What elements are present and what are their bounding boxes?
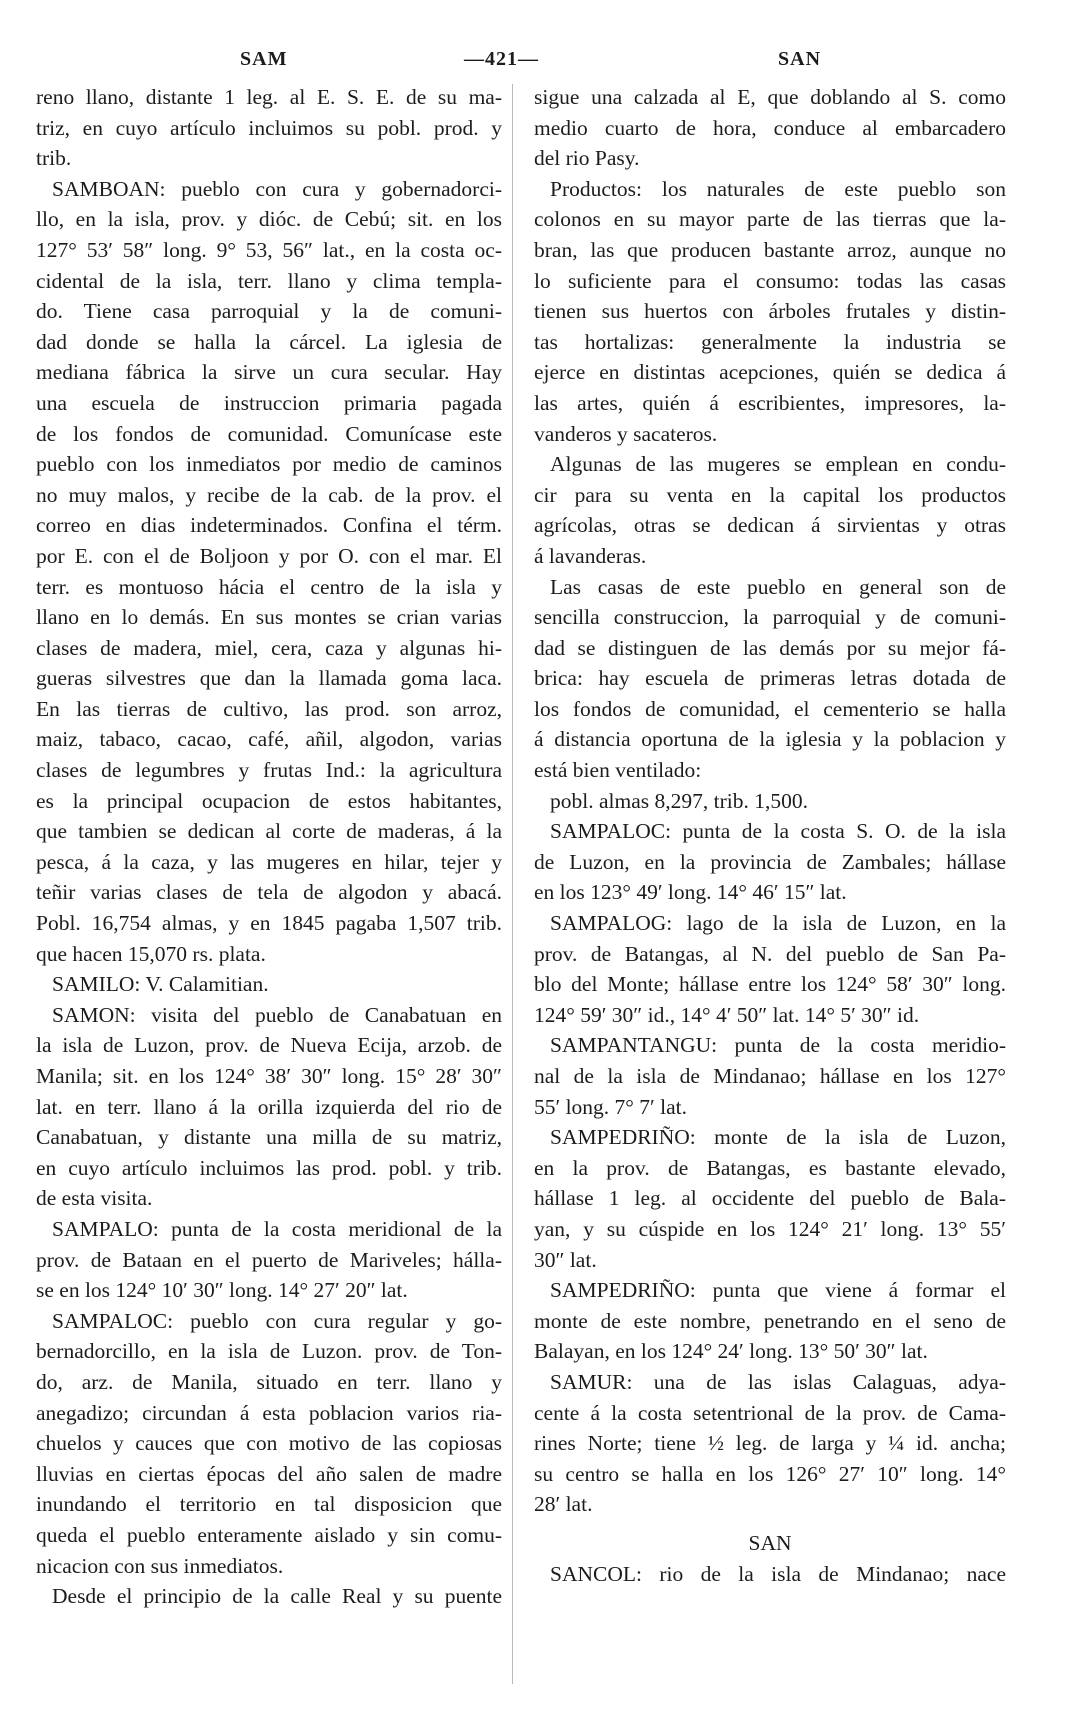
text-line: en la prov. de Batangas, es bastante elevado, — [534, 1155, 1006, 1180]
text-line: ejerce en distintas acepciones, quién se dedica á — [534, 360, 1006, 385]
text-line: cir para su venta en la capital los productos — [534, 482, 1006, 507]
text-line: clases de legumbres y frutas Ind.: la agricultura — [36, 758, 502, 783]
text-line: pueblo con los inmediatos por medio de caminos — [36, 452, 502, 477]
text-line: hállase 1 leg. al occidente del pueblo de Bala- — [534, 1186, 1006, 1211]
text-line: las artes, quién á escribientes, impresores, la- — [534, 390, 1006, 415]
entry-heading-line: SAMPEDRIÑO: punta que viene á formar el — [550, 1278, 1006, 1303]
text-line: do, arz. de Manila, situado en terr. llano y — [36, 1369, 502, 1394]
text-line: Pobl. 16,754 almas, y en 1845 pagaba 1,507 trib. — [36, 911, 502, 936]
text-line: en los 123° 49′ long. 14° 46′ 15″ lat. — [534, 880, 847, 905]
right-column — [534, 82, 1006, 1589]
text-line: En las tierras de cultivo, las prod. son arroz, — [36, 696, 502, 721]
text-line: clases de madera, miel, cera, caza y algunas hi- — [36, 635, 502, 660]
column-divider — [512, 84, 513, 1684]
text-line: nicacion con sus inmediatos. — [36, 1553, 284, 1578]
text-line: de Luzon, en la provincia de Zambales; hállase — [534, 849, 1006, 874]
text-line: yan, y su cúspide en los 124° 21′ long. 13° 55′ — [534, 1216, 1006, 1241]
text-line: tas hortalizas: generalmente la industria se — [534, 329, 1006, 354]
text-line: que tambien se dedican al corte de maderas, á la — [36, 819, 502, 844]
text-line: llo, en la isla, prov. y dióc. de Cebú; sit. en los — [36, 207, 502, 232]
text-line: de los fondos de comunidad. Comunícase este — [36, 421, 502, 446]
text-line: queda el pueblo enteramente aislado y sin comu- — [36, 1522, 502, 1547]
entry-heading-line: SAMPALOC: punta de la costa S. O. de la isla — [550, 819, 1006, 844]
text-line: gueras silvestres que dan la llamada goma laca. — [36, 666, 502, 691]
text-line: lluvias en ciertas épocas del año salen de madre — [36, 1461, 502, 1486]
text-line: la isla de Luzon, prov. de Nueva Ecija, arzob. de — [36, 1033, 502, 1058]
text-line: Desde el principio de la calle Real y su puente — [52, 1584, 502, 1609]
text-line: llano en lo demás. En sus montes se crian varias — [36, 605, 502, 630]
text-line: sencilla construccion, la parroquial y de comuni- — [534, 605, 1006, 630]
text-line: cente á la costa setentrional de la prov. de Cama- — [534, 1400, 1006, 1425]
text-line: 127° 53′ 58″ long. 9° 53, 56″ lat., en la costa oc- — [36, 237, 502, 262]
entry-heading-line: SANCOL: rio de la isla de Mindanao; nace — [550, 1561, 1006, 1586]
entry-heading-line: SAMPALOC: pueblo con cura regular y go- — [52, 1308, 502, 1333]
text-line: correo en dias indeterminados. Confina el térm. — [36, 513, 502, 538]
text-line: de esta visita. — [36, 1186, 153, 1211]
text-line: blo del Monte; hállase entre los 124° 58′ 30″ long. — [534, 972, 1006, 997]
page-number: —421— — [464, 48, 539, 70]
text-line: prov. de Batangas, al N. del pueblo de San Pa- — [534, 941, 1006, 966]
text-line: Manila; sit. en los 124° 38′ 30″ long. 15° 28′ 30″ — [36, 1064, 502, 1088]
text-line: no muy malos, y recibe de la cab. de la prov. el — [36, 482, 502, 507]
text-line: reno llano, distante 1 leg. al E. S. E. de su ma- — [36, 85, 502, 109]
text-line: Las casas de este pueblo en general son de — [550, 574, 1006, 599]
text-line: anegadizo; circundan á esta poblacion varios ria- — [36, 1400, 502, 1425]
text-line: teñir varias clases de tela de algodon y abacá. — [36, 880, 502, 905]
section-heading: SAN — [748, 1530, 792, 1555]
text-line: pesca, á la caza, y las mugeres en hilar, tejer y — [36, 849, 502, 874]
text-line: su centro se halla en los 126° 27′ 10″ long. 14° — [534, 1461, 1006, 1486]
entry-heading-line: SAMUR: una de las islas Calaguas, adya- — [550, 1369, 1006, 1394]
text-line: tienen sus huertos con árboles frutales y distin- — [534, 299, 1006, 324]
page-header — [0, 48, 1082, 78]
text-line: chuelos y cauces que con motivo de las copiosas — [36, 1431, 502, 1456]
entry-heading-line: SAMPEDRIÑO: monte de la isla de Luzon, — [550, 1125, 1006, 1150]
text-line: maiz, tabaco, cacao, café, añil, algodon, varias — [36, 727, 502, 752]
running-head-left: SAM — [240, 48, 288, 70]
entry-heading-line: SAMON: visita del pueblo de Canabatuan en — [52, 1002, 502, 1027]
text-line: Canabatuan, y distante una milla de su matriz, — [36, 1125, 502, 1150]
text-line: rines Norte; tiene ½ leg. de larga y ¼ id. ancha; — [534, 1431, 1006, 1456]
text-line: dad se distinguen de las demás por su mejor fá- — [534, 635, 1006, 660]
text-line: vanderos y sacateros. — [534, 421, 718, 446]
text-line: sigue una calzada al E, que doblando al S. como — [534, 85, 1006, 109]
text-line: agrícolas, otras se dedican á sirvientas y otras — [534, 513, 1006, 538]
text-line: 55′ long. 7° 7′ lat. — [534, 1094, 687, 1119]
text-line: cidental de la isla, terr. llano y clima templa- — [36, 268, 502, 293]
text-line: 30″ lat. — [534, 1247, 597, 1272]
text-line: por E. con el de Boljoon y por O. con el mar. El — [36, 543, 502, 568]
text-line: monte de este nombre, penetrando en el seno de — [534, 1308, 1006, 1333]
entry-heading-line: SAMPANTANGU: punta de la costa meridio- — [550, 1033, 1006, 1058]
text-line: mediana fábrica la sirve un cura secular. Hay — [36, 360, 502, 385]
text-line: se en los 124° 10′ 30″ long. 14° 27′ 20″ lat. — [36, 1278, 408, 1303]
entry-heading-line: SAMILO: V. Calamitian. — [52, 972, 269, 997]
text-line: lat. en terr. llano á la orilla izquierda del rio de — [36, 1094, 502, 1119]
text-line: do. Tiene casa parroquial y la de comuni- — [36, 299, 502, 324]
text-line: nal de la isla de Mindanao; hállase en los 127° — [534, 1064, 1006, 1088]
text-line: Algunas de las mugeres se emplean en condu- — [550, 452, 1006, 477]
text-line: trib. — [36, 146, 72, 171]
text-line: 124° 59′ 30″ id., 14° 4′ 50″ lat. 14° 5′ 30″ id. — [534, 1002, 920, 1027]
text-line: los fondos de comunidad, el cementerio se halla — [534, 696, 1006, 721]
text-line: triz, en cuyo artículo incluimos su pobl. prod. y — [36, 115, 502, 140]
text-line: prov. de Bataan en el puerto de Mariveles; hálla- — [36, 1247, 502, 1272]
text-line: medio cuarto de hora, conduce al embarcadero — [534, 115, 1006, 140]
text-line: en cuyo artículo incluimos las prod. pobl. y trib. — [36, 1155, 502, 1180]
text-line: dad donde se halla la cárcel. La iglesia de — [36, 329, 502, 354]
text-line: Balayan, en los 124° 24′ long. 13° 50′ 30″ lat. — [534, 1339, 928, 1364]
running-head-right: SAN — [778, 48, 822, 70]
text-line: colonos en su mayor parte de las tierras que la- — [534, 207, 1006, 232]
entry-heading-line: SAMPALOG: lago de la isla de Luzon, en la — [550, 911, 1006, 936]
text-line: del rio Pasy. — [534, 146, 640, 171]
population-line: pobl. almas 8,297, trib. 1,500. — [550, 788, 808, 813]
text-line: que hacen 15,070 rs. plata. — [36, 941, 266, 966]
text-line: lo suficiente para el consumo: todas las casas — [534, 268, 1006, 293]
text-line: á lavanderas. — [534, 543, 647, 568]
text-line: está bien ventilado: — [534, 758, 702, 783]
left-column — [36, 82, 502, 1612]
text-line: una escuela de instruccion primaria pagada — [36, 390, 502, 415]
text-line: inundando el territorio en tal disposicion que — [36, 1492, 502, 1517]
text-line: bernadorcillo, en la isla de Luzon. prov. de Ton- — [36, 1339, 502, 1364]
text-line: Productos: los naturales de este pueblo son — [550, 176, 1006, 201]
text-line: es la principal ocupacion de estos habitantes, — [36, 788, 502, 813]
text-line: terr. es montuoso hácia el centro de la isla y — [36, 574, 502, 599]
text-line: 28′ lat. — [534, 1492, 593, 1517]
text-line: brica: hay escuela de primeras letras dotada de — [534, 666, 1006, 691]
text-line: bran, las que producen bastante arroz, aunque no — [534, 237, 1006, 262]
text-line: á distancia oportuna de la iglesia y la poblacion y — [534, 727, 1006, 752]
entry-heading-line: SAMBOAN: pueblo con cura y gobernadorci- — [52, 176, 502, 201]
entry-heading-line: SAMPALO: punta de la costa meridional de la — [52, 1216, 502, 1241]
